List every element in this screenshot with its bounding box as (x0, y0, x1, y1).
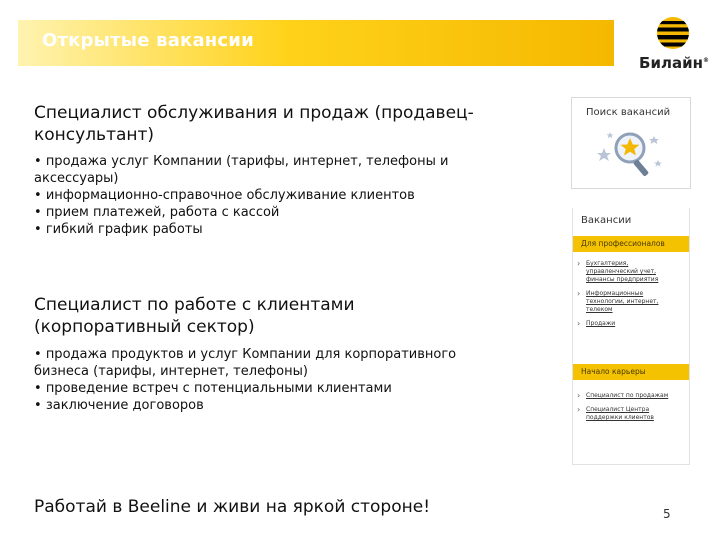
job-title-sales-specialist (34, 102, 474, 146)
job-title-line: Специалист обслуживания и продаж (продавец- (34, 103, 474, 123)
professionals-links (577, 260, 687, 334)
link-sales-specialist[interactable]: › Специалист по продажам (577, 392, 687, 400)
job-duty: • заключение договоров (34, 397, 456, 414)
page-number: 5 (663, 507, 671, 521)
link-sales[interactable]: › Продажи (577, 320, 687, 328)
vacancy-search-widget[interactable] (571, 97, 691, 189)
vacancies-widget (572, 208, 690, 465)
job-duties-list (34, 346, 456, 414)
logo-text: Билайн (639, 54, 703, 72)
job-duty: • продажа продуктов и услуг Компании для корпоративного (34, 346, 456, 363)
section-career-start[interactable]: Начало карьеры (573, 364, 689, 380)
job-title-line: (корпоративный сектор) (34, 317, 255, 337)
beeline-logo-icon (656, 16, 690, 52)
magnifier-star-icon (596, 126, 666, 182)
job-duty-continuation: аксессуары) (34, 171, 119, 186)
vacancy-search-title: Поиск вакансий (586, 107, 671, 118)
slogan: Работай в Beeline и живи на яркой стороне! (34, 497, 431, 517)
career-start-links (577, 392, 687, 428)
beeline-logo (634, 16, 714, 80)
link-it[interactable]: › Информационные технологии, интернет, телеком (577, 290, 687, 314)
job-duty: • гибкий график работы (34, 221, 448, 238)
job-title-line: консультант) (34, 125, 155, 145)
job-duty-continuation: бизнеса (тарифы, интернет, телефоны) (34, 364, 308, 379)
job-duty: • продажа услуг Компании (тарифы, интернет, телефоны и (34, 153, 448, 170)
job-duties-list (34, 153, 448, 238)
job-duty: • информационно-справочное обслуживание клиентов (34, 187, 448, 204)
section-professionals[interactable]: Для профессионалов (573, 236, 689, 252)
job-duty: • прием платежей, работа с кассой (34, 204, 448, 221)
vacancies-title: Вакансии (581, 215, 632, 226)
link-accounting[interactable]: › Бухгалтерия, управленческий учет, финансы предприятия (577, 260, 687, 284)
page-title: Открытые вакансии (42, 30, 254, 51)
job-duty: • проведение встреч с потенциальными клиентами (34, 380, 456, 397)
registered-mark: ® (702, 57, 709, 64)
job-title-corporate-specialist (34, 294, 355, 338)
link-support-specialist[interactable]: › Специалист Центра поддержки клиентов (577, 406, 687, 422)
job-title-line: Специалист по работе с клиентами (34, 295, 355, 315)
